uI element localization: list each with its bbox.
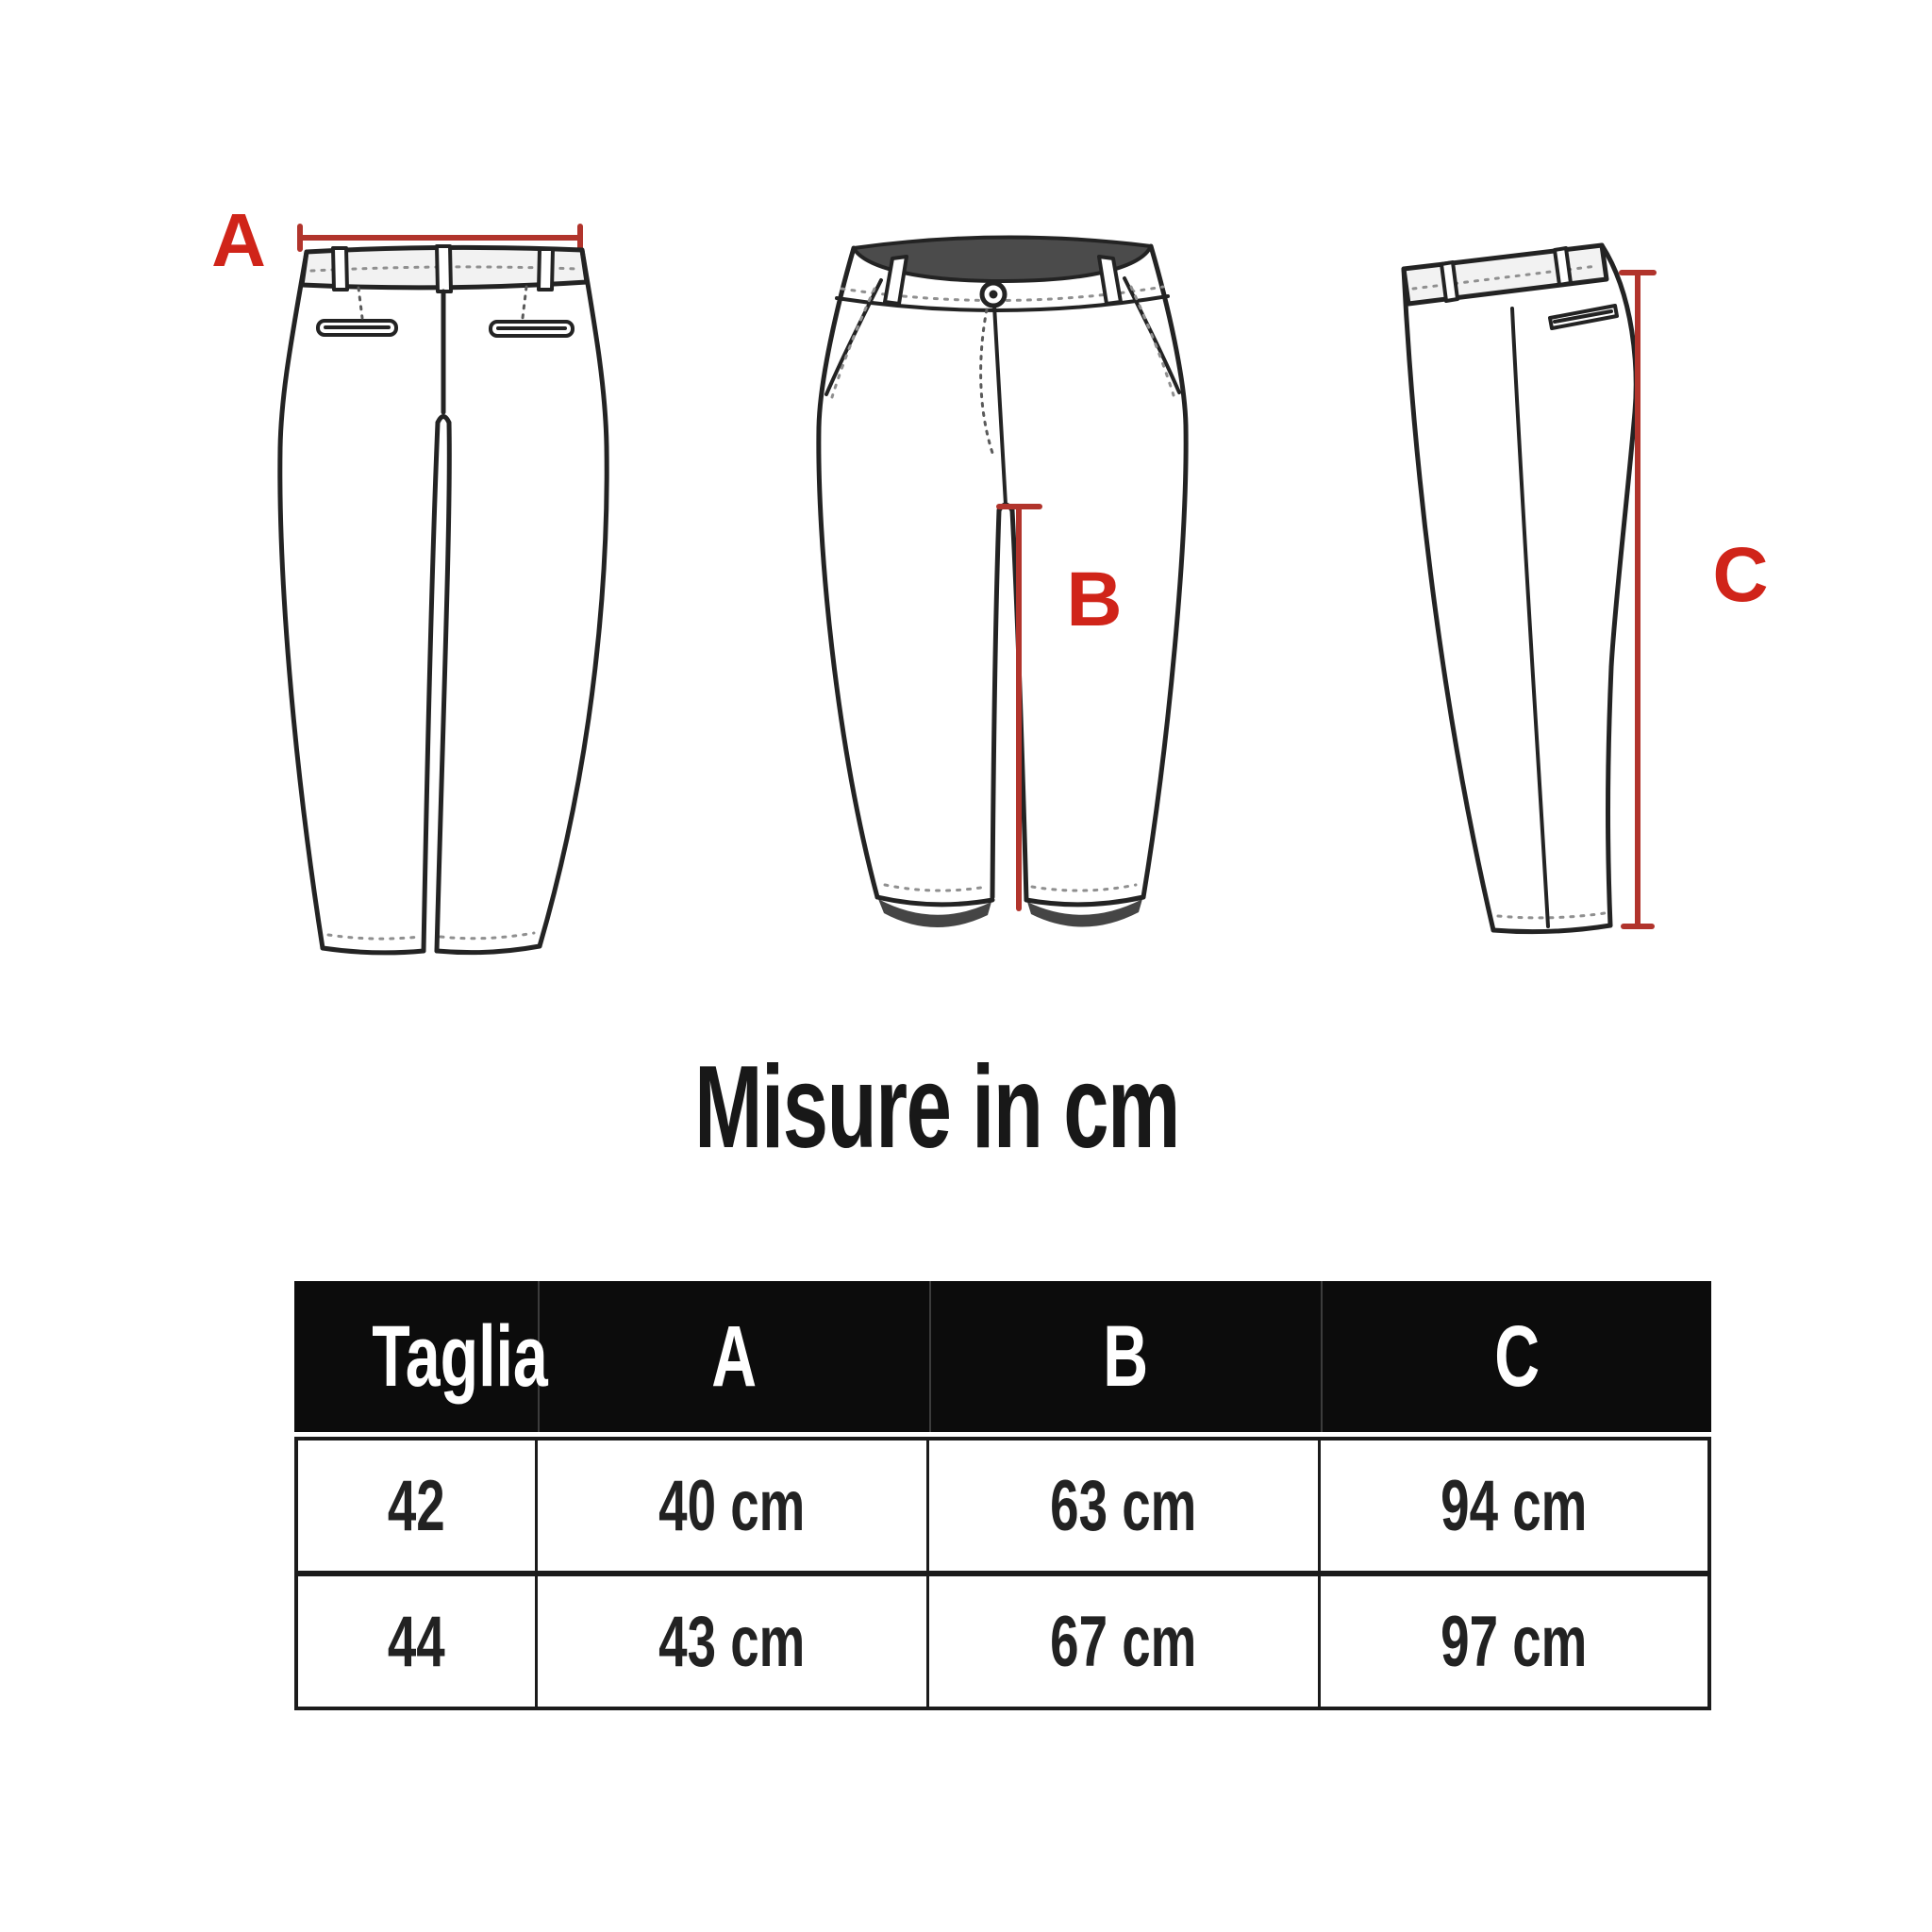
- pants-side-view-drawing: [1358, 175, 1802, 1014]
- cell-taglia: 44: [298, 1576, 538, 1707]
- cell-c: 94 cm: [1441, 1465, 1588, 1546]
- back-left-inseam: [424, 423, 438, 951]
- cell-a: 40 cm: [538, 1441, 929, 1571]
- back-left-outseam: [280, 252, 323, 948]
- front-center-seam: [994, 306, 1006, 505]
- side-front-seam: [1404, 269, 1493, 930]
- size-table-header: [294, 1281, 1711, 1432]
- table-row-size-42: [298, 1441, 1707, 1571]
- belt-loop: [1555, 248, 1571, 285]
- belt-loop: [437, 246, 451, 291]
- header-cell-c: C: [1321, 1281, 1711, 1432]
- header-cell-a: A: [538, 1281, 929, 1432]
- cell-c: 97 cm: [1441, 1601, 1588, 1682]
- measure-a-label: A: [211, 198, 266, 282]
- size-table-body: [294, 1437, 1711, 1710]
- pants-back-view-drawing: [160, 175, 670, 1014]
- header-cell-b: B: [929, 1281, 1321, 1432]
- waist-button-hole: [990, 291, 998, 299]
- cell-taglia: 42: [298, 1441, 538, 1571]
- belt-loop: [539, 249, 553, 290]
- belt-loop: [1441, 262, 1457, 301]
- page-title: Misure in cm: [694, 1042, 1179, 1173]
- cell-b: 67 cm: [929, 1576, 1321, 1707]
- front-right-outseam: [1143, 246, 1186, 897]
- back-right-hem: [437, 946, 540, 953]
- measure-c-label: C: [1712, 532, 1769, 618]
- side-waistband: [1404, 245, 1607, 304]
- front-left-hem: [877, 897, 992, 905]
- side-hem: [1493, 925, 1610, 932]
- measure-b-line: [999, 507, 1040, 908]
- pants-front-view-drawing: [783, 175, 1217, 1014]
- fly-stitch: [981, 309, 993, 456]
- size-table: [294, 1281, 1711, 1710]
- header-cell-taglia: Taglia: [372, 1307, 548, 1405]
- dart-stitch: [523, 287, 526, 318]
- measure-c-line: [1622, 273, 1654, 926]
- table-row-size-44: [298, 1574, 1707, 1707]
- back-right-inseam: [437, 423, 449, 951]
- side-back-seam: [1602, 245, 1636, 925]
- dart-stitch: [358, 288, 362, 318]
- measure-b-label: B: [1066, 557, 1123, 642]
- side-crease: [1512, 308, 1548, 926]
- back-right-outseam: [540, 250, 607, 946]
- cell-b: 63 cm: [929, 1441, 1321, 1571]
- front-left-inseam: [992, 510, 999, 897]
- belt-loop: [333, 248, 347, 290]
- cell-a: 43 cm: [538, 1576, 929, 1707]
- back-left-hem: [323, 948, 424, 953]
- front-right-hem: [1026, 897, 1143, 905]
